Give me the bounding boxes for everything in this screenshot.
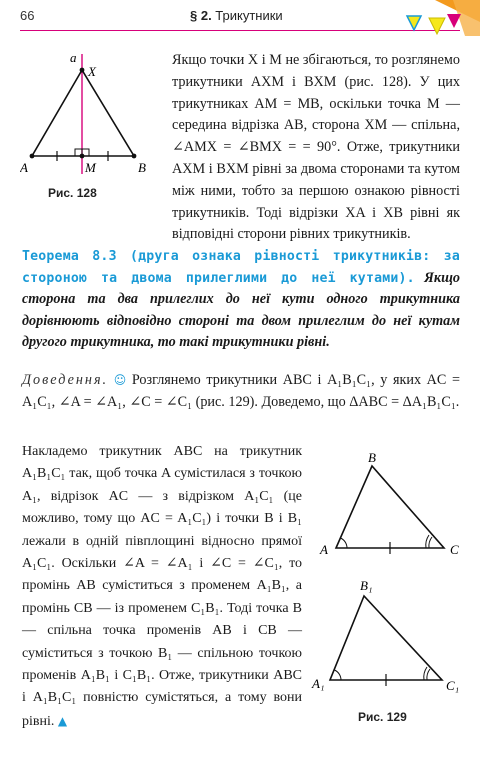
corner-decoration-icon: [385, 0, 480, 36]
figure-128: [20, 48, 170, 178]
theorem-statement: Якщо сторона та два прилеглих до неї кути одного трикутника дорівнюють відповідно стороні та двом прилеглим до неї кутам другого трикутника, то такі трикутники рівні.: [22, 269, 461, 351]
angle-arc-a1: [335, 670, 342, 680]
label-a1: A₁: [312, 676, 325, 691]
proof-label: Доведення.: [22, 372, 109, 388]
smile-icon: ☺: [113, 373, 127, 387]
label-a: A: [320, 542, 328, 557]
angle-arc-a: [341, 538, 348, 548]
figure-129-caption: Рис. 129: [358, 710, 407, 724]
label-line-a: a: [70, 50, 77, 65]
label-b: B: [138, 160, 146, 175]
label-b1: B₁: [360, 578, 373, 593]
proof-text: Розглянемо трикутники ABC і A₁B₁C₁, у яких AC = A₁C₁, ∠A = ∠A₁, ∠C = ∠C₁ (рис. 129). Доведемо, що ΔABC = ΔA₁B₁C₁.: [22, 372, 461, 410]
label-b: B: [368, 450, 376, 465]
figure-129: [306, 448, 466, 704]
angle-arc-c1: [427, 669, 430, 680]
point-x: [80, 68, 85, 73]
triangle-axb: [32, 70, 134, 156]
label-c: C: [450, 542, 459, 557]
paragraph-overlay-proof: [22, 441, 302, 733]
page-number: 66: [20, 8, 35, 23]
section-header: [190, 8, 283, 23]
triangle-a1b1c1: [330, 596, 442, 680]
label-c1: C₁: [446, 678, 460, 693]
angle-arc-c: [429, 537, 432, 548]
section-number: § 2.: [190, 8, 212, 23]
section-title: Трикутники: [211, 8, 283, 23]
proof-intro: [22, 370, 460, 414]
theorem-title: Теорема 8.3 (друга ознака рівності трикутників: за стороною та двома прилеглими до неї кутами).: [22, 249, 460, 286]
paragraph-proof-continued: Якщо точки X і M не збігаються, то розглянемо трикутники AXM і BXM (рис. 128). У цих трикутниках AM = MB, оскільки точка M — середина відрізка AB, сторона XM — спільна, ∠AMX = ∠BMX = = 90°. Отже, трикутники AXM і BXM рівні за двома сторонами та кутом між ними, тобто за першою ознакою рівності трикутників. Тоді відрізки XA і XB рівні як відповідні сторони рівних трикутників.: [172, 52, 460, 243]
point-a: [30, 154, 35, 159]
label-m: M: [85, 160, 96, 175]
triangle-abc: [336, 466, 444, 548]
end-of-proof-icon: ▲: [57, 713, 68, 728]
point-b: [132, 154, 137, 159]
overlay-proof-text: Накладемо трикутник ABC на трикутник A₁B₁C₁ так, щоб точка A сумістилася з точкою A₁, відрізок AC — з відрізком A₁C₁ (це можливо, тому що AC = A₁C₁) і точки B і B₁ лежали в одній півплощині відносно прямої A₁C₁. Оскільки ∠A = ∠A₁ і ∠C = ∠C₁, то промінь AB суміститься з променем A₁B₁, а промінь CB — із променем C₁B₁. Тоді точка B — спільна точка променів AB і CB — суміститься з точкою B₁ — спільною точкою променів A₁B₁ і C₁B₁. Отже, трикутники ABC і A₁B₁C₁ повністю сумістяться, а тому вони рівні.: [22, 444, 302, 729]
theorem-8-3: [22, 246, 460, 354]
label-x: X: [88, 64, 96, 79]
figure-128-caption: Рис. 128: [48, 186, 97, 200]
label-a: A: [20, 160, 28, 175]
